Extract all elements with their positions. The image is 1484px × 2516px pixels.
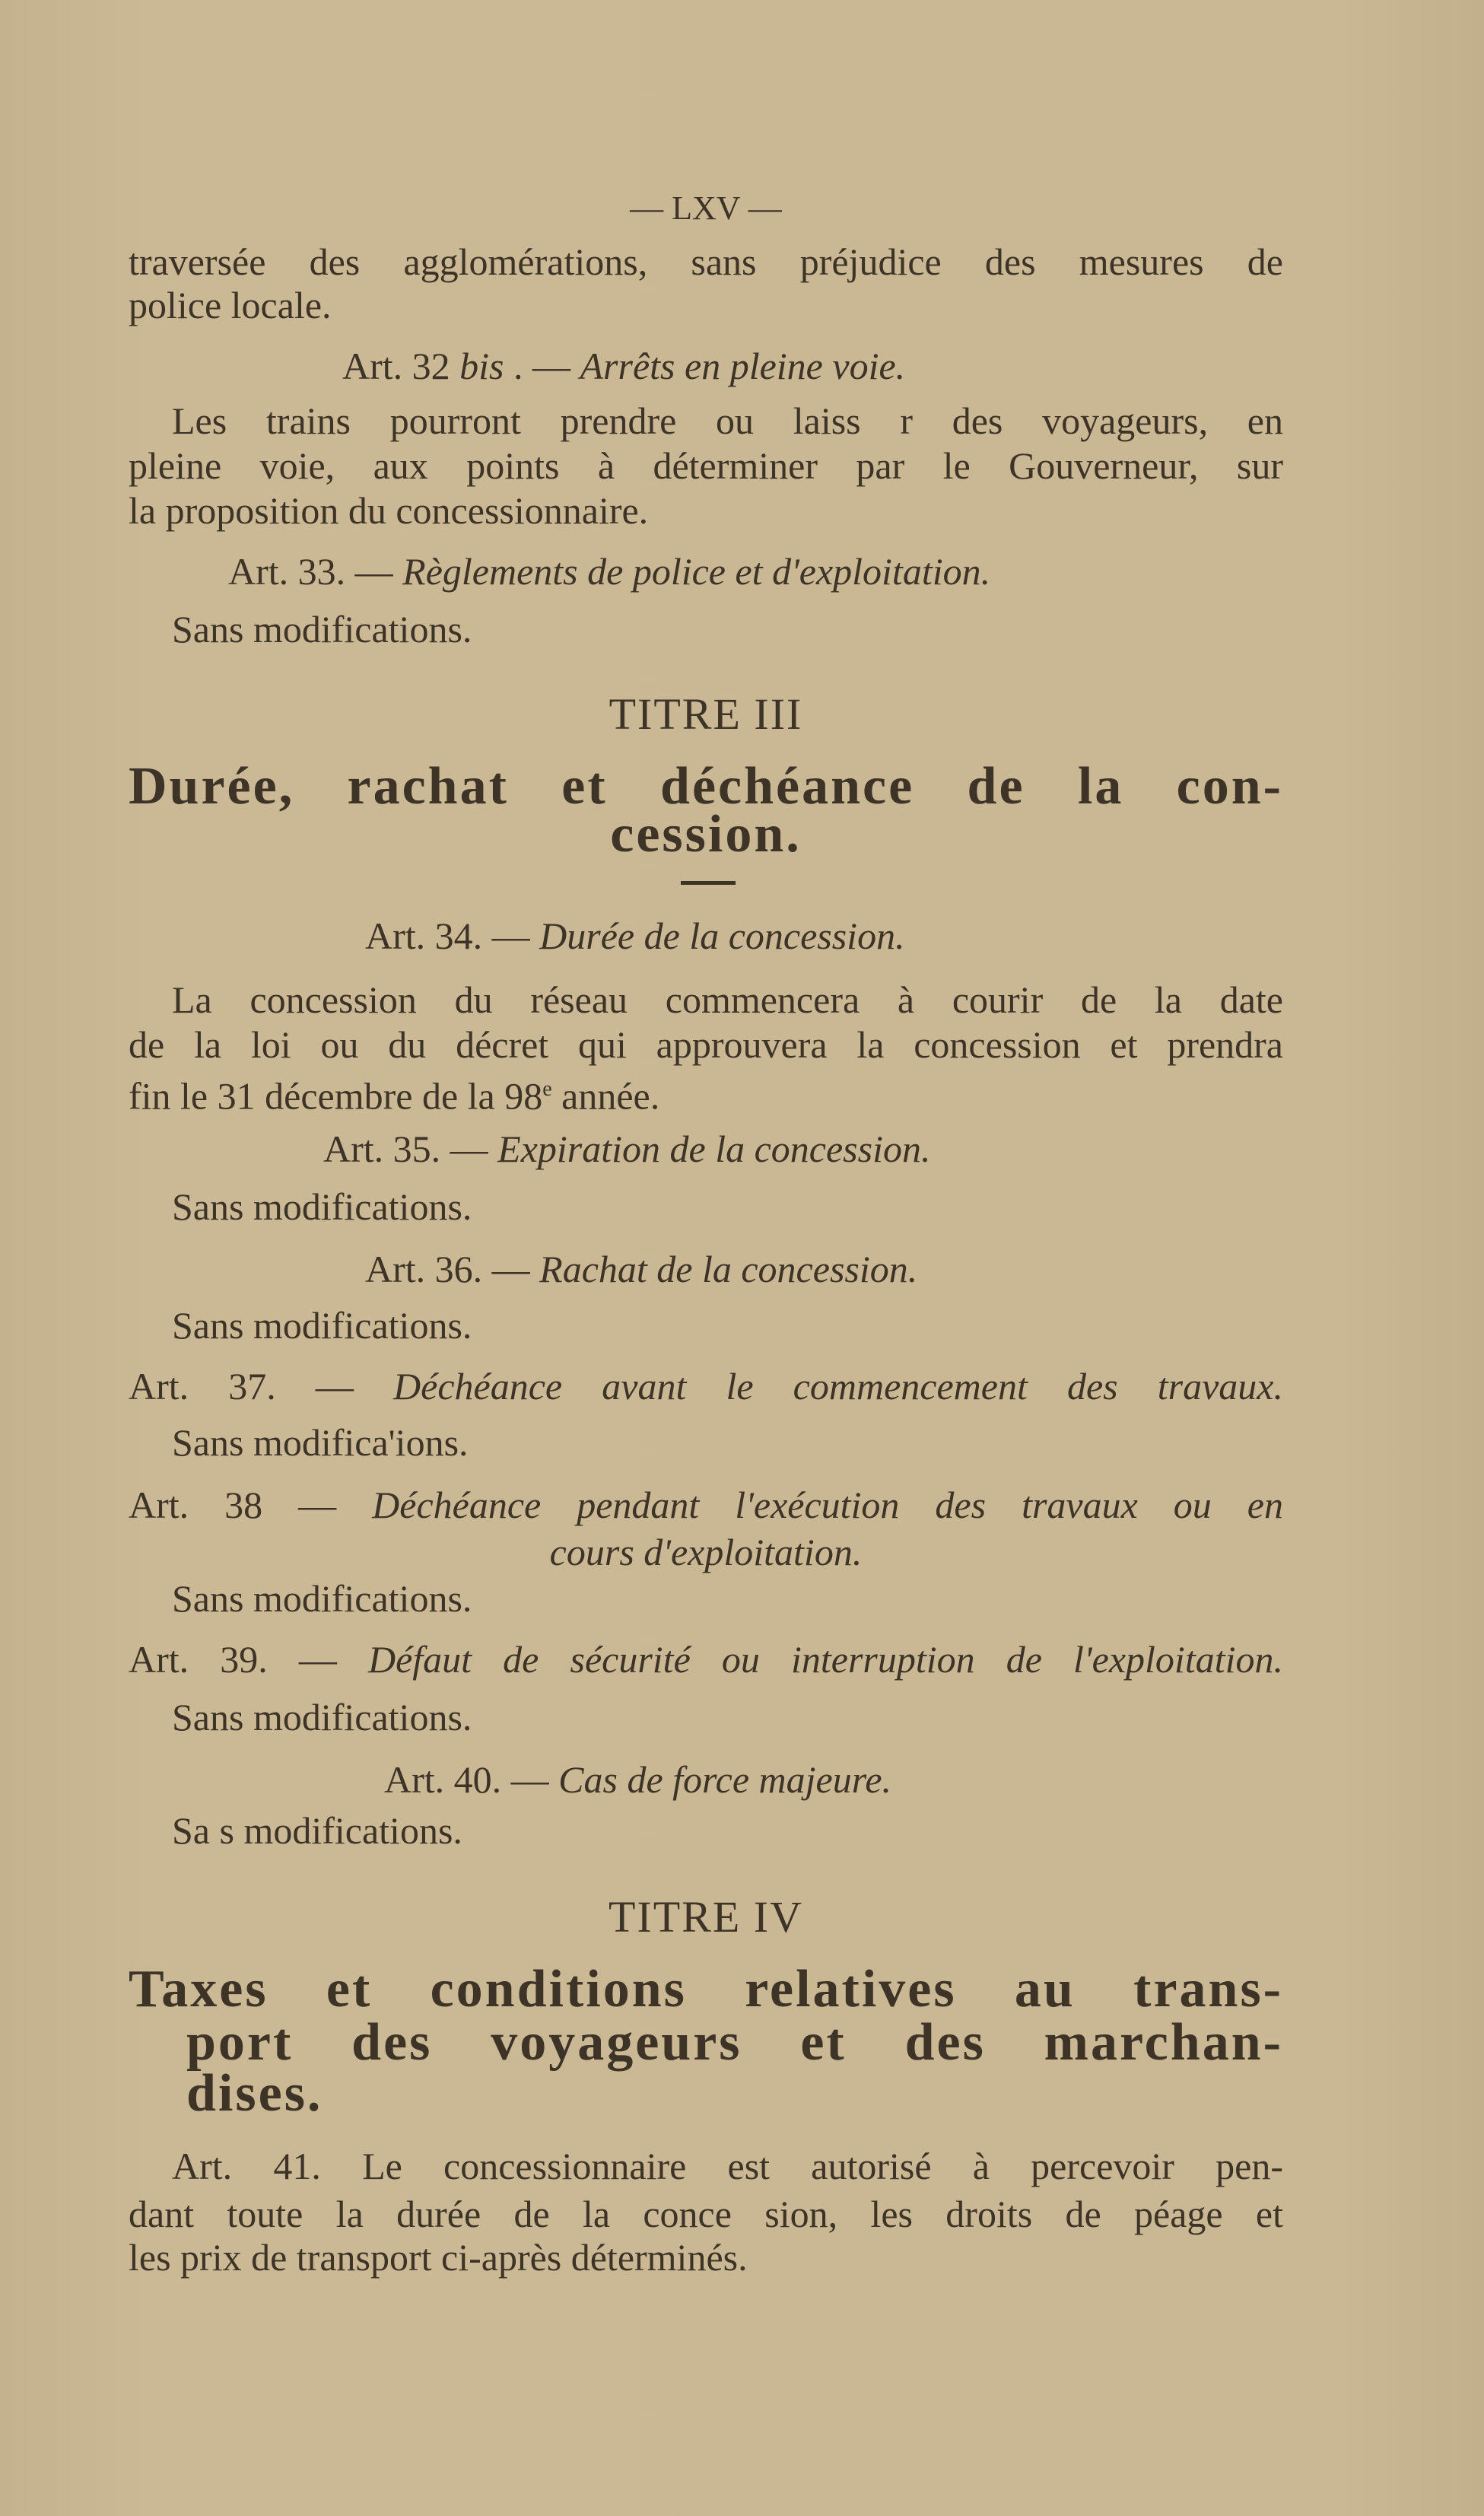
article-40-heading [384, 1757, 891, 1802]
article-title: Défaut de sécurité ou interruption de l'exploitation. [367, 1638, 1283, 1681]
article-title: Arrêts en pleine voie. [580, 345, 906, 387]
page-number: — LXV — [630, 189, 782, 227]
article-number: Art. 32 [342, 345, 460, 387]
article-title: Déchéance pendant l'exécution des travaux ou en [372, 1484, 1283, 1526]
article-32bis-heading [342, 343, 905, 389]
separator: . — [504, 345, 580, 387]
section-heading: Durée, rachat et déchéance de la con- [129, 757, 1283, 816]
article-number: Art. 35. — [323, 1128, 498, 1170]
section-heading: port des voyageurs et des marchan- [186, 2013, 1283, 2072]
article-37-heading [129, 1363, 1283, 1409]
article-title-cont [129, 1529, 1283, 1575]
text: fin le 31 décembre de la 98 [129, 1074, 543, 1118]
article-35-heading [323, 1126, 931, 1172]
article-title: Durée de la concession. [539, 914, 905, 957]
text-line: de la loi ou du décret qui approuvera la concession et prendra [129, 1023, 1283, 1066]
article-body: Sans modifications. [172, 1185, 472, 1228]
article-36-heading [365, 1246, 917, 1292]
article-title: Cas de force majeure. [558, 1758, 892, 1801]
article-title: Expiration de la concession. [497, 1128, 931, 1170]
divider [681, 881, 736, 885]
text-line: Les trains pourront prendre ou laiss r des voyageurs, en [172, 399, 1283, 442]
article-number: Art. 39. — [129, 1638, 368, 1681]
text-line: dant toute la durée de la conce sion, les droits de péage et [129, 2193, 1283, 2235]
article-number: Art. 37. — [129, 1365, 394, 1407]
superscript: e [542, 1077, 552, 1101]
text-line [129, 1067, 659, 1119]
article-38-heading [129, 1482, 1283, 1528]
article-body: Sans modifications. [172, 1696, 472, 1738]
section-heading: cession. [610, 805, 802, 864]
text: année. [551, 1074, 660, 1118]
article-33-heading [228, 549, 990, 594]
article-number: Art. 34. — [365, 914, 540, 957]
article-body: Sans modifications. [172, 1577, 472, 1620]
article-body: Sans modifica'ions. [172, 1421, 469, 1464]
text-line: traversée des agglomérations, sans préjudice des mesures de [129, 240, 1283, 283]
article-title: Rachat de la concession. [539, 1248, 918, 1290]
text-line: Art. 41. Le concessionnaire est autorisé à percevoir pen- [172, 2145, 1283, 2187]
article-number: Art. 36. — [365, 1248, 540, 1290]
article-title: Règlements de police et d'exploitation. [402, 550, 991, 593]
article-34-heading [365, 913, 905, 959]
article-number: Art. 33. — [228, 550, 403, 593]
text-line: les prix de transport ci-après déterminés. [129, 2236, 748, 2279]
article-title: cours d'exploitation. [549, 1531, 863, 1573]
titre-label: TITRE III [609, 689, 803, 739]
article-body: Sans modifications. [172, 1304, 472, 1347]
article-39-heading [129, 1637, 1283, 1682]
section-heading: dises. [186, 2064, 323, 2123]
text-line: la proposition du concessionnaire. [129, 489, 649, 532]
section-heading: Taxes et conditions relatives au trans- [129, 1960, 1283, 2018]
article-body: Sans modifications. [172, 608, 472, 650]
text-line: pleine voie, aux points à déterminer par le Gouverneur, sur [129, 444, 1283, 487]
article-suffix: bis [459, 345, 504, 387]
text-line: police locale. [129, 284, 332, 326]
article-title: Déchéance avant le commencement des travaux. [393, 1365, 1283, 1407]
article-number: Art. 38 — [129, 1484, 373, 1526]
article-number: Art. 40. — [384, 1758, 559, 1801]
article-body: Sa s modifications. [172, 1809, 462, 1852]
text-line: La concession du réseau commencera à courir de la date [172, 978, 1283, 1021]
titre-label: TITRE IV [609, 1892, 803, 1942]
